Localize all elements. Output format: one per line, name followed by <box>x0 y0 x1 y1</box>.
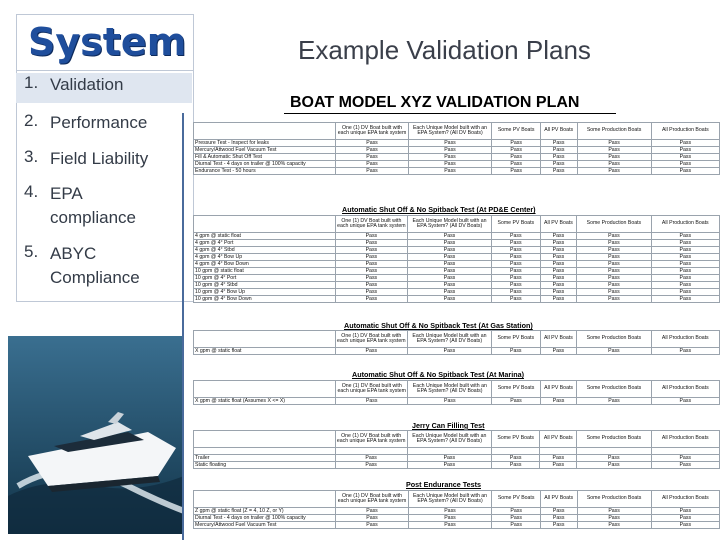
result-cell: Pass <box>408 515 492 522</box>
column-header: Some Production Boats <box>577 216 651 233</box>
result-cell: Pass <box>540 154 577 161</box>
section-title: Jerry Can Filling Test <box>412 421 485 430</box>
result-cell: Pass <box>408 508 492 515</box>
result-cell: Pass <box>577 508 651 515</box>
column-header: All PV Boats <box>540 216 577 233</box>
result-cell: Pass <box>407 462 491 469</box>
test-name-cell: Fill & Automatic Shut Off Test <box>194 154 336 161</box>
column-header: Some Production Boats <box>577 331 651 348</box>
result-cell: Pass <box>407 268 491 275</box>
result-cell: Pass <box>540 398 577 405</box>
result-cell: Pass <box>335 240 407 247</box>
column-header <box>194 331 336 348</box>
table-row <box>194 275 720 282</box>
result-cell: Pass <box>577 348 651 355</box>
result-cell: Pass <box>407 296 491 303</box>
slide-title: Example Validation Plans <box>298 35 591 65</box>
result-cell: Pass <box>408 147 492 154</box>
result-cell: Pass <box>577 398 651 405</box>
column-header <box>194 123 336 140</box>
table-row <box>194 296 720 303</box>
result-cell: Pass <box>577 455 651 462</box>
result-cell: Pass <box>408 161 492 168</box>
result-cell: Pass <box>335 268 407 275</box>
section-title: Post Endurance Tests <box>406 480 481 489</box>
result-cell: Pass <box>336 168 408 175</box>
result-cell: Pass <box>577 154 651 161</box>
sidebar-item-performance[interactable] <box>24 111 147 135</box>
result-cell: Pass <box>336 147 408 154</box>
section-title: Automatic Shut Off & No Spitback Test (At PD&E Center) <box>342 205 536 214</box>
result-cell <box>651 448 720 455</box>
column-header: All PV Boats <box>540 381 577 398</box>
nav-label: Validation <box>50 75 124 94</box>
test-name-cell: Mercury/Attwood Fuel Vacuum Test <box>194 147 336 154</box>
test-name-cell: 4 gpm @ 4° Stbd <box>194 247 336 254</box>
result-cell: Pass <box>540 247 577 254</box>
result-cell: Pass <box>651 254 719 261</box>
result-cell: Pass <box>651 348 719 355</box>
column-header: One (1) DV Boat built with each unique EPA tank system <box>335 431 407 448</box>
sidebar-item-validation[interactable] <box>16 73 192 103</box>
result-cell: Pass <box>577 296 651 303</box>
result-cell: Pass <box>540 268 577 275</box>
table-row <box>194 522 720 529</box>
table-header-row <box>194 381 720 398</box>
table-row <box>194 515 720 522</box>
table-row <box>194 140 720 147</box>
result-cell: Pass <box>407 348 491 355</box>
table-row <box>194 261 720 268</box>
test-name-cell: 10 gpm @ 4° Port <box>194 275 336 282</box>
nav-number: 3. <box>24 147 39 166</box>
result-cell: Pass <box>540 455 577 462</box>
result-cell: Pass <box>651 168 719 175</box>
result-cell: Pass <box>577 515 651 522</box>
test-name-cell: Static floating <box>194 462 336 469</box>
result-cell: Pass <box>577 140 651 147</box>
result-cell: Pass <box>540 275 577 282</box>
column-header: Some PV Boats <box>492 216 541 233</box>
table-header-row <box>194 216 720 233</box>
result-cell: Pass <box>577 240 651 247</box>
result-cell: Pass <box>492 261 541 268</box>
table-row <box>194 161 720 168</box>
result-cell: Pass <box>335 254 407 261</box>
result-cell: Pass <box>651 455 720 462</box>
nav-number: 5. <box>24 242 39 261</box>
result-cell: Pass <box>540 508 577 515</box>
result-cell: Pass <box>492 289 541 296</box>
result-cell: Pass <box>540 261 577 268</box>
column-header: Each Unique Model built with an EPA System? (All DV Boats) <box>407 331 491 348</box>
result-cell: Pass <box>408 168 492 175</box>
result-cell: Pass <box>492 398 540 405</box>
result-cell: Pass <box>492 161 540 168</box>
result-cell: Pass <box>540 296 577 303</box>
result-cell: Pass <box>540 462 577 469</box>
result-cell: Pass <box>651 140 719 147</box>
sidebar-item-field-liability[interactable] <box>24 147 148 171</box>
table-row <box>194 168 720 175</box>
result-cell <box>491 448 540 455</box>
test-name-cell: 4 gpm @ static float <box>194 233 336 240</box>
sidebar-item-abyc-compliance[interactable] <box>24 242 174 290</box>
result-cell: Pass <box>492 515 540 522</box>
table-row <box>194 147 720 154</box>
result-cell: Pass <box>336 515 408 522</box>
column-header: All PV Boats <box>540 331 577 348</box>
nav-number: 2. <box>24 111 39 130</box>
result-cell: Pass <box>336 508 408 515</box>
validation-table <box>193 490 720 529</box>
result-cell: Pass <box>540 147 577 154</box>
result-cell: Pass <box>408 140 492 147</box>
result-cell: Pass <box>335 275 407 282</box>
column-header: All PV Boats <box>540 431 577 448</box>
table-row <box>194 448 720 455</box>
result-cell: Pass <box>335 233 407 240</box>
table-row <box>194 398 720 405</box>
column-header <box>194 216 336 233</box>
result-cell: Pass <box>335 296 407 303</box>
result-cell: Pass <box>492 154 540 161</box>
result-cell: Pass <box>492 240 541 247</box>
result-cell: Pass <box>407 455 491 462</box>
result-cell: Pass <box>335 247 407 254</box>
column-header: Some Production Boats <box>577 123 651 140</box>
result-cell: Pass <box>335 455 407 462</box>
test-name-cell: Diurnal Test - 4 days on trailer @ 100% capacity <box>194 515 336 522</box>
result-cell: Pass <box>651 247 719 254</box>
column-header: Some PV Boats <box>491 431 540 448</box>
result-cell: Pass <box>651 154 719 161</box>
result-cell: Pass <box>540 168 577 175</box>
result-cell: Pass <box>492 147 540 154</box>
test-name-cell: X gpm @ static float <box>194 348 336 355</box>
result-cell: Pass <box>540 140 577 147</box>
system-logo: System <box>28 20 187 64</box>
result-cell: Pass <box>491 455 540 462</box>
result-cell: Pass <box>407 261 491 268</box>
table-row <box>194 233 720 240</box>
result-cell: Pass <box>651 268 719 275</box>
table-header-row <box>194 431 720 448</box>
table-row <box>194 154 720 161</box>
test-name-cell: 4 gpm @ 4° Bow Up <box>194 254 336 261</box>
nav-number: 1. <box>24 73 39 92</box>
result-cell: Pass <box>492 168 540 175</box>
result-cell: Pass <box>408 522 492 529</box>
result-cell: Pass <box>336 398 408 405</box>
result-cell: Pass <box>651 282 719 289</box>
result-cell: Pass <box>651 161 719 168</box>
table-row <box>194 282 720 289</box>
result-cell: Pass <box>335 261 407 268</box>
result-cell: Pass <box>540 289 577 296</box>
result-cell: Pass <box>540 522 577 529</box>
result-cell: Pass <box>577 254 651 261</box>
column-header: All Production Boats <box>651 491 719 508</box>
column-header: All Production Boats <box>651 216 719 233</box>
result-cell: Pass <box>492 140 540 147</box>
test-name-cell: Mercury/Attwood Fuel Vacuum Test <box>194 522 336 529</box>
result-cell: Pass <box>577 147 651 154</box>
result-cell: Pass <box>540 348 577 355</box>
table-row <box>194 268 720 275</box>
result-cell: Pass <box>651 240 719 247</box>
test-name-cell: 4 gpm @ 4° Bow Down <box>194 261 336 268</box>
result-cell: Pass <box>492 296 541 303</box>
column-header: All Production Boats <box>651 123 719 140</box>
test-name-cell: Z gpm @ static float (Z = 4, 10 Z, or Y) <box>194 508 336 515</box>
result-cell: Pass <box>492 282 541 289</box>
result-cell: Pass <box>492 508 540 515</box>
validation-table <box>193 430 720 469</box>
table-header-row <box>194 123 720 140</box>
result-cell: Pass <box>335 348 407 355</box>
result-cell: Pass <box>407 275 491 282</box>
nav-label: EPA compliance <box>50 184 136 227</box>
result-cell: Pass <box>492 233 541 240</box>
result-cell: Pass <box>577 289 651 296</box>
result-cell: Pass <box>577 168 651 175</box>
column-header: Some PV Boats <box>492 331 541 348</box>
result-cell: Pass <box>577 282 651 289</box>
result-cell: Pass <box>492 254 541 261</box>
table-header-row <box>194 331 720 348</box>
result-cell: Pass <box>651 398 719 405</box>
result-cell: Pass <box>407 240 491 247</box>
table-row <box>194 247 720 254</box>
result-cell: Pass <box>491 462 540 469</box>
section-title: Automatic Shut Off & No Spitback Test (At Marina) <box>352 370 524 379</box>
test-name-cell: Diurnal Test - 4 days on trailer @ 100% capacity <box>194 161 336 168</box>
result-cell: Pass <box>651 508 719 515</box>
section-title: Automatic Shut Off & No Spitback Test (At Gas Station) <box>344 321 533 330</box>
result-cell: Pass <box>492 348 541 355</box>
column-header: One (1) DV Boat built with each unique EPA tank system <box>335 216 407 233</box>
result-cell: Pass <box>577 233 651 240</box>
document-title: BOAT MODEL XYZ VALIDATION PLAN <box>290 94 580 111</box>
column-header: Each Unique Model built with an EPA System? (All DV Boats) <box>407 431 491 448</box>
result-cell: Pass <box>651 233 719 240</box>
result-cell: Pass <box>540 233 577 240</box>
result-cell: Pass <box>540 254 577 261</box>
column-header: Some Production Boats <box>577 381 651 398</box>
test-name-cell: 10 gpm @ 4° Bow Up <box>194 289 336 296</box>
column-header: Each Unique Model built with an EPA System? (All DV Boats) <box>407 216 491 233</box>
column-header: Each Unique Model built with an EPA System? (All DV Boats) <box>408 123 492 140</box>
column-header: Some PV Boats <box>492 381 540 398</box>
result-cell: Pass <box>651 462 720 469</box>
column-header: All PV Boats <box>540 491 577 508</box>
column-header: Some PV Boats <box>492 123 540 140</box>
result-cell: Pass <box>492 522 540 529</box>
table-header-row <box>194 491 720 508</box>
result-cell: Pass <box>540 240 577 247</box>
column-header <box>194 431 336 448</box>
result-cell: Pass <box>407 289 491 296</box>
column-header: All Production Boats <box>651 431 720 448</box>
table-row <box>194 348 720 355</box>
nav-label: Performance <box>50 113 148 132</box>
result-cell: Pass <box>492 268 541 275</box>
result-cell: Pass <box>540 282 577 289</box>
nav-number: 4. <box>24 182 39 201</box>
table-row <box>194 508 720 515</box>
test-name-cell: 4 gpm @ 4° Port <box>194 240 336 247</box>
column-header: Some Production Boats <box>577 491 651 508</box>
test-name-cell: Endurance Test - 50 hours <box>194 168 336 175</box>
result-cell: Pass <box>336 522 408 529</box>
result-cell <box>407 448 491 455</box>
column-header: Each Unique Model built with an EPA System? (All DV Boats) <box>408 491 492 508</box>
result-cell: Pass <box>492 275 541 282</box>
table-row <box>194 254 720 261</box>
result-cell: Pass <box>407 282 491 289</box>
column-header: One (1) DV Boat built with each unique EPA tank system <box>335 331 407 348</box>
validation-table <box>193 215 720 303</box>
result-cell: Pass <box>577 522 651 529</box>
sidebar-item-epa-compliance[interactable] <box>24 182 164 230</box>
result-cell: Pass <box>577 275 651 282</box>
table-row <box>194 462 720 469</box>
result-cell: Pass <box>407 254 491 261</box>
result-cell: Pass <box>651 261 719 268</box>
table-row <box>194 289 720 296</box>
column-header: One (1) DV Boat built with each unique EPA tank system <box>336 123 408 140</box>
test-name-cell <box>194 448 336 455</box>
column-header <box>194 381 336 398</box>
result-cell <box>577 448 651 455</box>
column-header: Some PV Boats <box>492 491 540 508</box>
test-name-cell: 10 gpm @ 4° Bow Down <box>194 296 336 303</box>
result-cell: Pass <box>540 515 577 522</box>
table-row <box>194 455 720 462</box>
test-name-cell: 10 gpm @ 4° Stbd <box>194 282 336 289</box>
result-cell: Pass <box>336 140 408 147</box>
test-name-cell: X gpm @ static float (Assumes X <= X) <box>194 398 336 405</box>
boat-photo <box>8 336 184 534</box>
result-cell: Pass <box>577 261 651 268</box>
result-cell: Pass <box>577 462 651 469</box>
validation-table <box>193 330 720 355</box>
result-cell: Pass <box>540 161 577 168</box>
validation-table <box>193 380 720 405</box>
result-cell <box>335 448 407 455</box>
column-header: One (1) DV Boat built with each unique EPA tank system <box>336 381 408 398</box>
result-cell: Pass <box>407 233 491 240</box>
result-cell: Pass <box>651 275 719 282</box>
column-header <box>194 491 336 508</box>
result-cell: Pass <box>408 154 492 161</box>
test-name-cell: Pressure Test - Inspect for leaks <box>194 140 336 147</box>
result-cell <box>540 448 577 455</box>
result-cell: Pass <box>407 247 491 254</box>
result-cell: Pass <box>335 289 407 296</box>
result-cell: Pass <box>492 247 541 254</box>
result-cell: Pass <box>335 282 407 289</box>
result-cell: Pass <box>336 161 408 168</box>
result-cell: Pass <box>577 161 651 168</box>
table-row <box>194 240 720 247</box>
result-cell: Pass <box>336 154 408 161</box>
result-cell: Pass <box>651 289 719 296</box>
result-cell: Pass <box>651 147 719 154</box>
column-header: All Production Boats <box>651 381 719 398</box>
result-cell: Pass <box>335 462 407 469</box>
nav-label: Field Liability <box>50 149 149 168</box>
result-cell: Pass <box>651 515 719 522</box>
validation-table <box>193 122 720 175</box>
test-name-cell: Trailer <box>194 455 336 462</box>
result-cell: Pass <box>577 268 651 275</box>
column-header: All PV Boats <box>540 123 577 140</box>
column-header: One (1) DV Boat built with each unique EPA tank system <box>336 491 408 508</box>
result-cell: Pass <box>651 522 719 529</box>
test-name-cell: 10 gpm @ static float <box>194 268 336 275</box>
nav-label: ABYC Compliance <box>50 244 140 287</box>
column-header: All Production Boats <box>651 331 719 348</box>
column-header: Each Unique Model built with an EPA System? (All DV Boats) <box>408 381 492 398</box>
column-header: Some Production Boats <box>577 431 651 448</box>
result-cell: Pass <box>651 296 719 303</box>
result-cell: Pass <box>577 247 651 254</box>
result-cell: Pass <box>408 398 492 405</box>
